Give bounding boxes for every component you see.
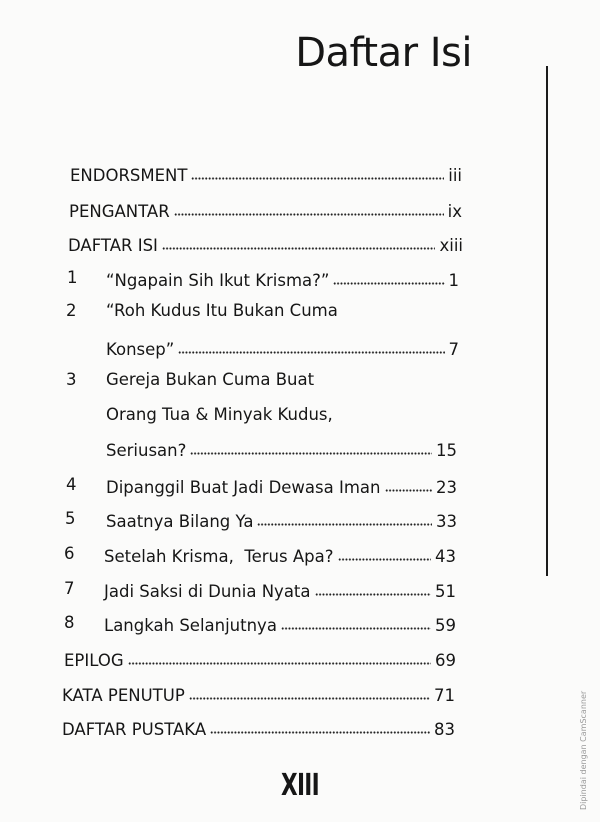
dot-leader	[162, 246, 436, 251]
toc-entry-page: xiii	[439, 236, 463, 255]
chapter-number: 6	[64, 544, 75, 563]
toc-entry-title: KATA PENUTUP	[62, 686, 185, 705]
toc-entry-title: EPILOG	[64, 651, 124, 670]
toc-entry-title: DAFTAR PUSTAKA	[62, 720, 207, 739]
page-number-footer: XIII	[281, 768, 319, 803]
dot-leader	[315, 592, 431, 597]
toc-entry-page: 69	[435, 651, 456, 670]
dot-leader	[174, 212, 444, 217]
toc-entry-kata-penutup[interactable]	[62, 679, 455, 707]
toc-entry-title: Konsep”	[106, 340, 175, 359]
chapter-number: 4	[66, 475, 77, 494]
chapter-number: 8	[64, 613, 75, 632]
toc-entry-chapter-1[interactable]	[67, 264, 459, 292]
toc-entry-chapter-7[interactable]	[64, 575, 456, 603]
toc-entry-page: 7	[448, 340, 459, 359]
chapter-number: 2	[66, 301, 77, 320]
toc-entry-title: ENDORSMENT	[70, 166, 188, 185]
chapter-number: 5	[65, 509, 76, 528]
toc-entry-daftar-isi[interactable]	[68, 229, 463, 257]
toc-entry-chapter-5[interactable]	[65, 505, 457, 533]
toc-entry-title-line: Orang Tua & Minyak Kudus,	[106, 405, 333, 424]
toc-entry-page: 43	[435, 547, 456, 566]
toc-entry-title: PENGANTAR	[69, 202, 170, 221]
toc-entry-page: 1	[448, 271, 459, 290]
dot-leader	[385, 488, 433, 493]
toc-entry-endorsment[interactable]	[70, 159, 462, 187]
toc-entry-title: “Ngapain Sih Ikut Krisma?”	[106, 271, 330, 290]
scanner-watermark: Dipindai dengan CamScanner	[579, 690, 588, 810]
toc-entry-title-line: Gereja Bukan Cuma Buat	[106, 370, 315, 389]
dot-leader	[191, 176, 444, 181]
page-title: Daftar Isi	[295, 30, 472, 76]
toc-entry-chapter-4[interactable]	[66, 471, 457, 499]
toc-entry-page: 59	[435, 616, 456, 635]
toc-entry-chapter-8[interactable]	[64, 609, 456, 637]
chapter-number: 7	[64, 579, 75, 598]
dot-leader	[257, 522, 432, 527]
chapter-number: 3	[66, 370, 77, 389]
toc-entry-title: Saatnya Bilang Ya	[106, 512, 254, 531]
toc-entry-page: 71	[434, 686, 455, 705]
toc-entry-title: Setelah Krisma, Terus Apa?	[104, 547, 334, 566]
toc-entry-chapter-3[interactable]	[106, 434, 457, 462]
chapter-number: 1	[67, 268, 78, 287]
toc-entry-chapter-6[interactable]	[64, 540, 456, 568]
dot-leader	[210, 730, 430, 735]
dot-leader	[128, 661, 431, 666]
dot-leader	[178, 350, 444, 355]
toc-entry-title: Dipanggil Buat Jadi Dewasa Iman	[106, 478, 381, 497]
toc-entry-page: 33	[436, 512, 457, 531]
toc-entry-pengantar[interactable]	[69, 195, 462, 223]
dot-leader	[189, 696, 430, 701]
toc-entry-page: 23	[436, 478, 457, 497]
toc-entry-daftar-pustaka[interactable]	[62, 713, 455, 741]
toc-entry-title: Seriusan?	[106, 441, 187, 460]
toc-entry-chapter-2[interactable]	[106, 333, 459, 361]
toc-entry-page: 51	[435, 582, 456, 601]
toc-entry-page: iii	[448, 166, 462, 185]
toc-entry-title: Langkah Selanjutnya	[104, 616, 277, 635]
toc-entry-title-line: “Roh Kudus Itu Bukan Cuma	[106, 301, 338, 320]
toc-entry-title: DAFTAR ISI	[68, 236, 158, 255]
toc-entry-epilog[interactable]	[64, 644, 456, 672]
dot-leader	[190, 451, 432, 456]
dot-leader	[281, 626, 431, 631]
toc-entry-title: Jadi Saksi di Dunia Nyata	[104, 582, 311, 601]
toc-entry-page: 15	[436, 441, 457, 460]
dot-leader	[333, 281, 444, 286]
toc-entry-page: ix	[447, 202, 462, 221]
dot-leader	[338, 557, 432, 562]
toc-entry-page: 83	[434, 720, 455, 739]
